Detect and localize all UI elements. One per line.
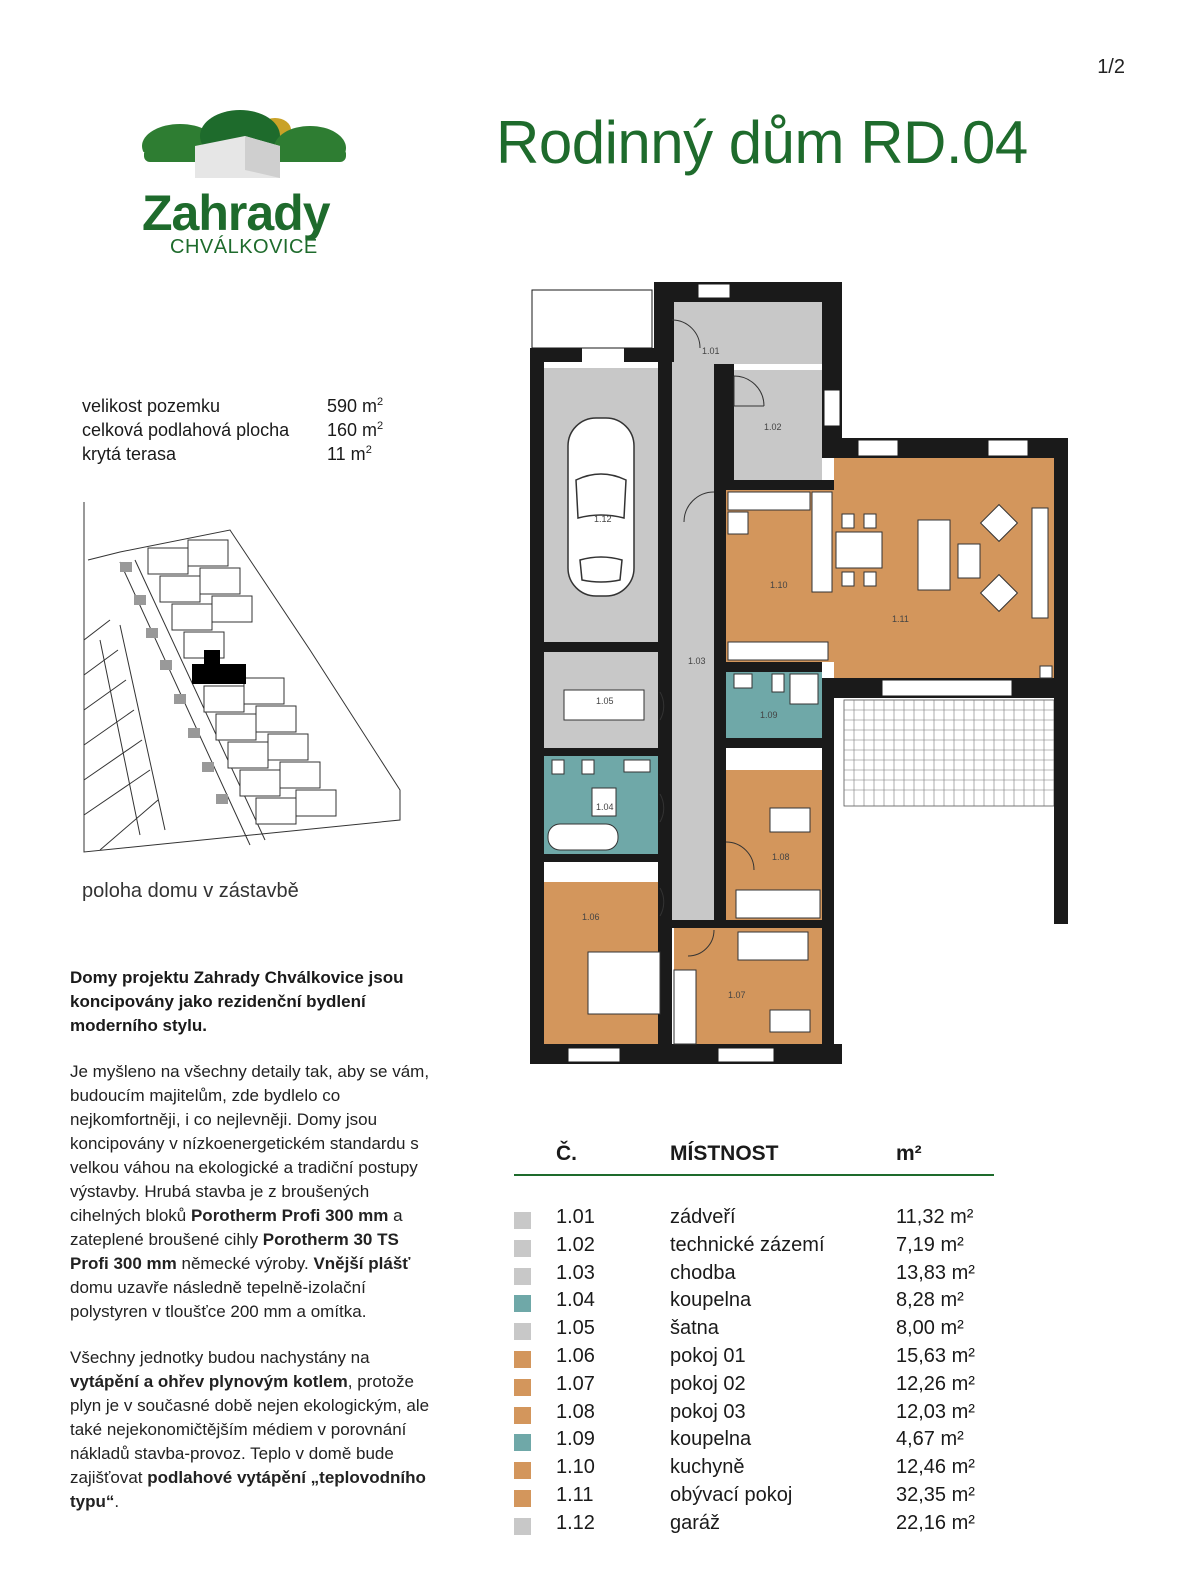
table-row <box>514 1289 994 1317</box>
plan-label: 1.03 <box>688 656 706 666</box>
plan-label: 1.10 <box>770 580 788 590</box>
room-area: 22,16 m² <box>896 1511 975 1534</box>
car-icon <box>568 418 634 596</box>
page-number: 1/2 <box>1097 56 1125 78</box>
table-row <box>514 1206 994 1234</box>
intro-paragraph: Domy projektu Zahrady Chválkovice jsou koncipovány jako rezidenční bydlení moderního stylu. <box>70 968 404 1035</box>
room-area: 12,46 m² <box>896 1456 975 1479</box>
plan-label: 1.11 <box>892 614 909 624</box>
room-table <box>514 1138 994 1540</box>
color-swatch <box>514 1490 531 1507</box>
table-row <box>514 1345 994 1373</box>
table-row <box>514 1234 994 1262</box>
room-number: 1.09 <box>556 1428 595 1451</box>
plan-label: 1.05 <box>596 696 614 706</box>
stat-row <box>82 394 402 418</box>
logo-subtitle: CHVÁLKOVICE <box>170 236 318 258</box>
plan-label: 1.01 <box>702 346 720 356</box>
room-entry <box>672 302 822 364</box>
dining-table-icon <box>836 532 882 568</box>
header-room: MÍSTNOST <box>670 1142 779 1165</box>
color-swatch <box>514 1434 531 1451</box>
room-corridor <box>672 364 714 920</box>
color-swatch <box>514 1379 531 1396</box>
table-row <box>514 1512 994 1540</box>
color-swatch <box>514 1518 531 1535</box>
header-number: Č. <box>556 1142 577 1165</box>
room-area: 7,19 m² <box>896 1233 964 1256</box>
plan-label: 1.06 <box>582 912 600 922</box>
room-number: 1.07 <box>556 1372 595 1395</box>
plan-label: 1.02 <box>764 422 782 432</box>
stat-row <box>82 442 402 466</box>
plan-label: 1.09 <box>760 710 778 720</box>
stat-label: krytá terasa <box>82 444 177 464</box>
floor-plan <box>528 280 1070 1070</box>
plan-label: 1.12 <box>594 514 612 524</box>
room-area: 32,35 m² <box>896 1483 975 1506</box>
room-name: šatna <box>670 1317 719 1340</box>
color-swatch <box>514 1323 531 1340</box>
property-stats <box>82 394 402 466</box>
site-map-caption: poloha domu v zástavbě <box>82 880 299 902</box>
room-area: 12,26 m² <box>896 1372 975 1395</box>
logo-wordmark: Zahrady <box>142 185 330 241</box>
room-area: 15,63 m² <box>896 1344 975 1367</box>
stat-value: 590 $m^2$ <box>327 396 384 416</box>
site-location-map <box>80 500 410 860</box>
body-paragraph-construction: Je myšleno na všechny detaily tak, aby se vám, budoucím majitelům, zde bydlelo co nejkomfortněji, i co nejlevněji. Domy jsou koncipovány v nízkoenergetickém standardu s velkou váhou na ekologické a tradiční postupy výstavby. Hrubá stavba je z broušených cihelných bloků Porotherm Profi 300 mm a zateplené broušené cihly Porotherm 30 TS Profi 300 mm německé výroby. Vnější plášť domu uzavře následně tepelně-izolační polystyren v tloušťce 200 mm a omítka. <box>70 1062 430 1321</box>
room-name: pokoj 03 <box>670 1400 746 1423</box>
table-row <box>514 1317 994 1345</box>
color-swatch <box>514 1351 531 1368</box>
color-swatch <box>514 1268 531 1285</box>
coffee-table-icon <box>958 544 980 578</box>
room-number: 1.01 <box>556 1206 595 1228</box>
stat-row <box>82 418 402 442</box>
stat-value: 160 $m^2$ <box>327 420 384 440</box>
table-row <box>514 1484 994 1512</box>
room-area: 4,67 m² <box>896 1428 964 1451</box>
table-header <box>514 1138 994 1176</box>
bathtub-icon <box>548 824 618 850</box>
color-swatch <box>514 1462 531 1479</box>
stat-value: 11 $m^2$ <box>327 444 372 464</box>
table-row <box>514 1428 994 1456</box>
room-area: 11,32 m² <box>896 1206 974 1228</box>
color-swatch <box>514 1212 531 1229</box>
header-area: m² <box>896 1142 922 1165</box>
stat-label: velikost pozemku <box>82 396 221 416</box>
room-name: garáž <box>670 1511 721 1534</box>
stat-label: celková podlahová plocha <box>82 420 290 440</box>
plan-label: 1.08 <box>772 852 790 862</box>
table-body <box>514 1176 994 1540</box>
room-name: chodba <box>670 1261 736 1284</box>
room-number: 1.05 <box>556 1317 595 1340</box>
color-swatch <box>514 1295 531 1312</box>
table-row <box>514 1373 994 1401</box>
table-row <box>514 1456 994 1484</box>
room-name: obývací pokoj <box>670 1483 793 1506</box>
room-name: koupelna <box>670 1289 752 1312</box>
color-swatch <box>514 1240 531 1257</box>
plan-label: 1.04 <box>596 802 614 812</box>
bed-icon <box>588 952 660 1014</box>
table-row <box>514 1262 994 1290</box>
color-swatch <box>514 1407 531 1424</box>
room-name: technické zázemí <box>670 1233 825 1256</box>
room-area: 13,83 m² <box>896 1261 975 1284</box>
plan-label: 1.07 <box>728 990 746 1000</box>
room-number: 1.08 <box>556 1400 595 1423</box>
body-paragraph-heating: Všechny jednotky budou nachystány na vytápění a ohřev plynovým kotlem, protože plyn je v současné době nejen ekologickým, ale také nejekonomičtějším médiem v porovnání nákladů stavba-provoz. Teplo v domě bude zajišťovat podlahové vytápění „teplovodního typu“. <box>70 1348 430 1511</box>
room-number: 1.02 <box>556 1233 595 1256</box>
room-name: koupelna <box>670 1428 752 1451</box>
room-number: 1.12 <box>556 1511 595 1534</box>
sofa-icon <box>918 520 950 590</box>
room-number: 1.06 <box>556 1344 595 1367</box>
room-name: pokoj 01 <box>670 1344 746 1367</box>
room-name: kuchyně <box>670 1456 745 1479</box>
room-number: 1.10 <box>556 1456 595 1479</box>
room-area: 8,28 m² <box>896 1289 964 1312</box>
table-row <box>514 1401 994 1429</box>
room-number: 1.03 <box>556 1261 595 1284</box>
room-number: 1.11 <box>556 1483 594 1506</box>
room-name: pokoj 02 <box>670 1372 746 1395</box>
room-number: 1.04 <box>556 1289 595 1312</box>
page-title: Rodinný dům RD.04 <box>496 109 1028 176</box>
room-name: zádveří <box>670 1206 736 1228</box>
room-area: 8,00 m² <box>896 1317 964 1340</box>
room-area: 12,03 m² <box>896 1400 975 1423</box>
